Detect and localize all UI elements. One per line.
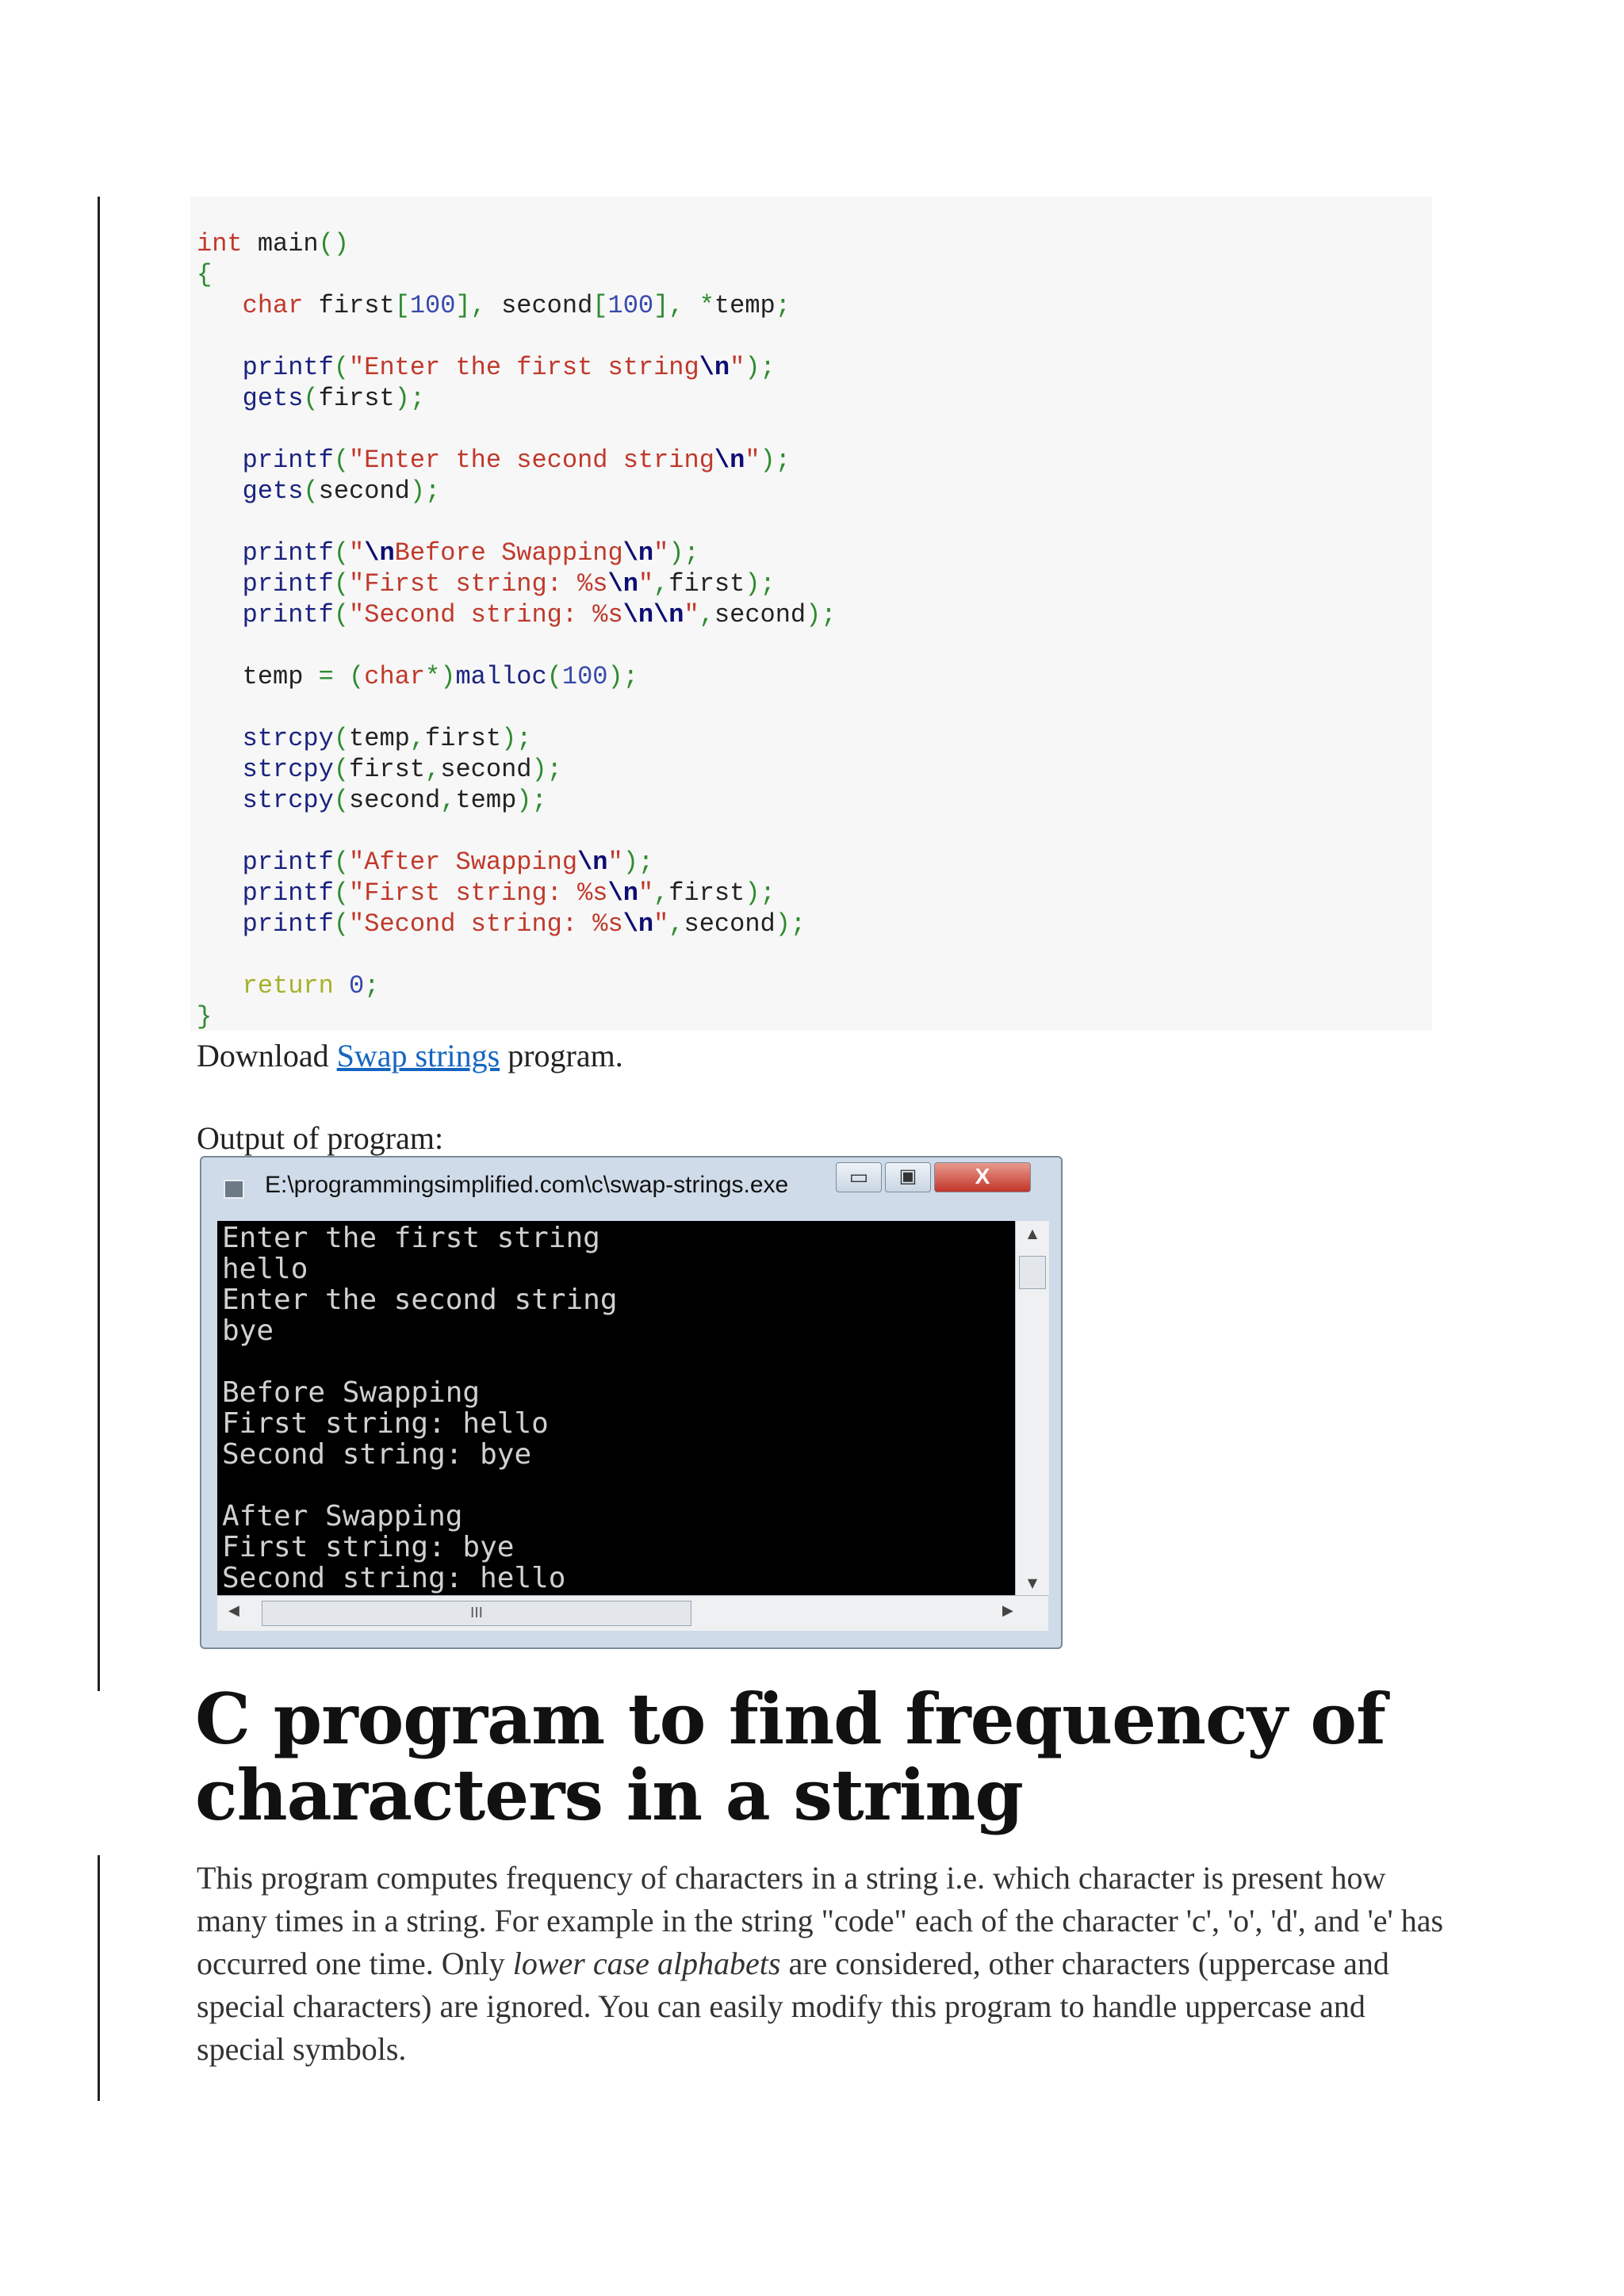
code-token: 100 [607,291,654,320]
scroll-right-arrow-icon[interactable]: ▶ [1002,1602,1013,1619]
code-line [197,507,837,538]
code-token: printf [242,446,334,475]
code-token: ( [333,755,350,784]
code-token: ; [364,971,380,1001]
code-token: \n [699,353,730,382]
code-token: second [349,786,441,815]
code-token: , [699,600,714,629]
left-margin-rule [98,197,100,1691]
code-token: gets [242,476,304,506]
horizontal-scrollbar[interactable] [217,1595,1048,1631]
code-token: \n\n [622,600,684,629]
code-token: ( [333,909,350,939]
code-token: " [684,600,699,629]
code-token: strcpy [242,755,334,784]
code-line [197,816,837,847]
code-token: "Second string: %s [349,600,623,629]
code-token [197,476,243,506]
code-token: ( [333,878,350,908]
code-token [334,971,349,1001]
code-line [197,970,837,1001]
console-line: Before Swapping [222,1376,481,1409]
code-lines [190,228,837,1032]
code-token: ); [775,909,806,939]
paragraph-text-1: This program computes frequency of characters in a string i.e. which character is present how many times in a string. For example in the string "code" each of the character 'c', 'o', 'd', and 'e' has occurred one time. Only [197,1860,1444,1981]
code-token: second [318,476,410,506]
code-token: first [668,569,745,599]
code-line [197,1001,837,1032]
code-token: { [197,260,213,289]
code-token: "Enter the second string [349,446,714,475]
code-token: strcpy [242,786,334,815]
code-token [197,848,243,877]
code-token [197,724,243,753]
code-token [197,291,243,320]
code-token: ); [516,786,547,815]
code-line [197,538,837,568]
code-token: , [409,724,426,753]
code-token: , [425,755,441,784]
code-token: first [425,724,502,753]
code-token: \n [622,909,654,939]
code-token: second [684,909,776,939]
console-line: First string: bye [222,1531,515,1563]
code-token: temp [714,291,776,320]
code-line [197,476,837,507]
output-label: Output of program: [197,1120,444,1156]
code-line [197,630,837,661]
code-token: = [318,662,334,691]
code-token: ( [333,600,350,629]
code-token: first [303,291,395,320]
code-token: () [318,229,350,258]
code-token: "After Swapping [349,848,578,877]
code-token: ); [409,476,441,506]
code-token: [ [592,291,608,320]
code-token: "First string: %s [349,569,608,599]
code-token [197,353,243,382]
code-token [197,755,243,784]
code-token: printf [242,538,334,568]
code-token: " [730,353,745,382]
scroll-left-arrow-icon[interactable]: ◀ [228,1602,239,1619]
code-token: ( [333,446,350,475]
code-token [197,600,243,629]
code-token [197,446,243,475]
code-line [197,754,837,785]
code-token: 100 [561,662,608,691]
code-token [334,662,349,691]
code-token: ( [303,476,319,506]
vertical-scrollbar[interactable] [1015,1221,1049,1595]
code-token: \n [622,538,654,568]
code-token: "Second string: %s [349,909,623,939]
code-token: "Enter the first string [349,353,699,382]
code-token: , [668,909,684,939]
code-token: ( [333,569,350,599]
download-suffix: program. [500,1038,623,1073]
console-app-icon [224,1180,244,1199]
code-line [197,878,837,909]
code-token: "First string: %s [349,878,608,908]
code-token: temp [349,724,410,753]
code-line [197,723,837,754]
code-block [190,197,1432,1031]
code-token: , [653,569,669,599]
code-token: \n [607,569,638,599]
paragraph-emphasis: lower case alphabets [512,1946,781,1981]
console-line: Enter the second string [222,1284,618,1316]
console-line: First string: hello [222,1407,549,1440]
code-token: \n [577,848,608,877]
code-token: printf [242,600,334,629]
maximize-button[interactable]: ▣ [885,1162,931,1192]
code-token: Before Swapping [394,538,623,568]
code-token [197,878,243,908]
code-token: second [714,600,806,629]
horizontal-scroll-thumb[interactable]: III [262,1601,691,1626]
code-token: } [197,1002,213,1031]
code-line [197,939,837,970]
code-token: ); [760,446,791,475]
left-margin-rule-2 [98,1855,100,2101]
code-token: , [653,878,669,908]
code-token: " [638,878,654,908]
code-token: char [242,291,304,320]
code-token: ); [607,662,638,691]
code-line [197,692,837,723]
code-token: strcpy [242,724,334,753]
code-token: " [638,569,654,599]
console-lines [222,1224,618,1595]
code-token: ); [806,600,837,629]
code-token: printf [242,848,334,877]
code-token: \n [364,538,395,568]
code-token: " [745,446,760,475]
code-line [197,909,837,939]
vertical-scroll-thumb[interactable] [1019,1256,1046,1289]
download-prefix: Download [197,1038,337,1073]
code-token [197,569,243,599]
code-token: ); [501,724,532,753]
code-token: \n [714,446,745,475]
close-button[interactable]: X [934,1162,1031,1192]
code-token: ( [333,538,350,568]
code-line [197,785,837,816]
code-token: temp [455,786,517,815]
code-token: ); [745,353,776,382]
console-line [222,1348,618,1379]
code-token: printf [242,569,334,599]
console-line: Enter the first string [222,1222,600,1254]
code-token: int [197,229,243,258]
code-line [197,290,837,321]
code-line [197,599,837,630]
code-token: first [349,755,426,784]
minimize-button[interactable]: ▭ [836,1162,882,1192]
code-token [197,538,243,568]
code-token: ( [333,724,350,753]
code-token: ); [394,384,426,413]
code-token: *) [425,662,456,691]
code-token: second [440,755,532,784]
code-token: ], [455,291,502,320]
code-token [197,971,243,1001]
intro-paragraph [197,1857,1450,2071]
code-token: ; [775,291,791,320]
code-token: first [318,384,395,413]
scroll-up-arrow-icon[interactable]: ▲ [1027,1226,1038,1241]
code-line [197,259,837,290]
code-token: printf [242,353,334,382]
code-token: printf [242,909,334,939]
console-window [200,1156,1063,1649]
code-line [197,228,837,259]
code-token: ); [745,569,776,599]
code-token: malloc [455,662,547,691]
download-line [197,1037,623,1074]
code-token: " [653,909,669,939]
code-line [197,414,837,445]
code-line [197,847,837,878]
code-line [197,568,837,599]
code-token: char [364,662,426,691]
code-token: 100 [409,291,456,320]
code-token: ); [668,538,699,568]
console-line: Second string: hello [222,1562,566,1594]
code-token: return [242,971,334,1001]
code-line [197,383,837,414]
code-token: ( [349,662,365,691]
code-token: " [653,538,669,568]
code-token: ); [745,878,776,908]
console-line: After Swapping [222,1500,463,1533]
code-token [197,909,243,939]
code-token: " [607,848,623,877]
scroll-down-arrow-icon[interactable]: ▼ [1027,1575,1038,1590]
console-line: Second string: bye [222,1438,532,1471]
console-output [217,1221,1015,1595]
code-token: 0 [349,971,365,1001]
code-token: temp [197,662,319,691]
console-line: bye [222,1314,274,1347]
section-heading: C program to find frequency of characters in a string [195,1678,1385,1836]
code-token: ( [333,848,350,877]
code-token: ( [333,353,350,382]
code-token: [ [394,291,410,320]
code-line [197,661,837,692]
console-line [222,1471,618,1502]
code-token: \n [607,878,638,908]
code-token: ( [546,662,562,691]
code-line [197,321,837,352]
code-line [197,352,837,383]
code-token: ( [303,384,319,413]
code-token: second [501,291,593,320]
paragraph-text-2: are considered, other characters (uppercase and special characters) are ignored. You can easily modify this program to handle uppercase and special symbols. [197,1946,1389,2067]
code-token: printf [242,878,334,908]
code-line [197,445,837,476]
code-token: ], * [653,291,714,320]
code-token: " [349,538,365,568]
code-token: first [668,878,745,908]
code-token: ( [333,786,350,815]
code-token: , [440,786,456,815]
code-token: ); [622,848,654,877]
code-token: ); [531,755,562,784]
console-line: hello [222,1253,308,1285]
code-token [197,786,243,815]
code-token: gets [242,384,304,413]
swap-strings-link[interactable]: Swap strings [336,1038,500,1073]
code-token: main [242,229,319,258]
console-window-title: E:\programmingsimplified.com\c\swap-strings.exe [265,1172,789,1198]
code-token [197,384,243,413]
